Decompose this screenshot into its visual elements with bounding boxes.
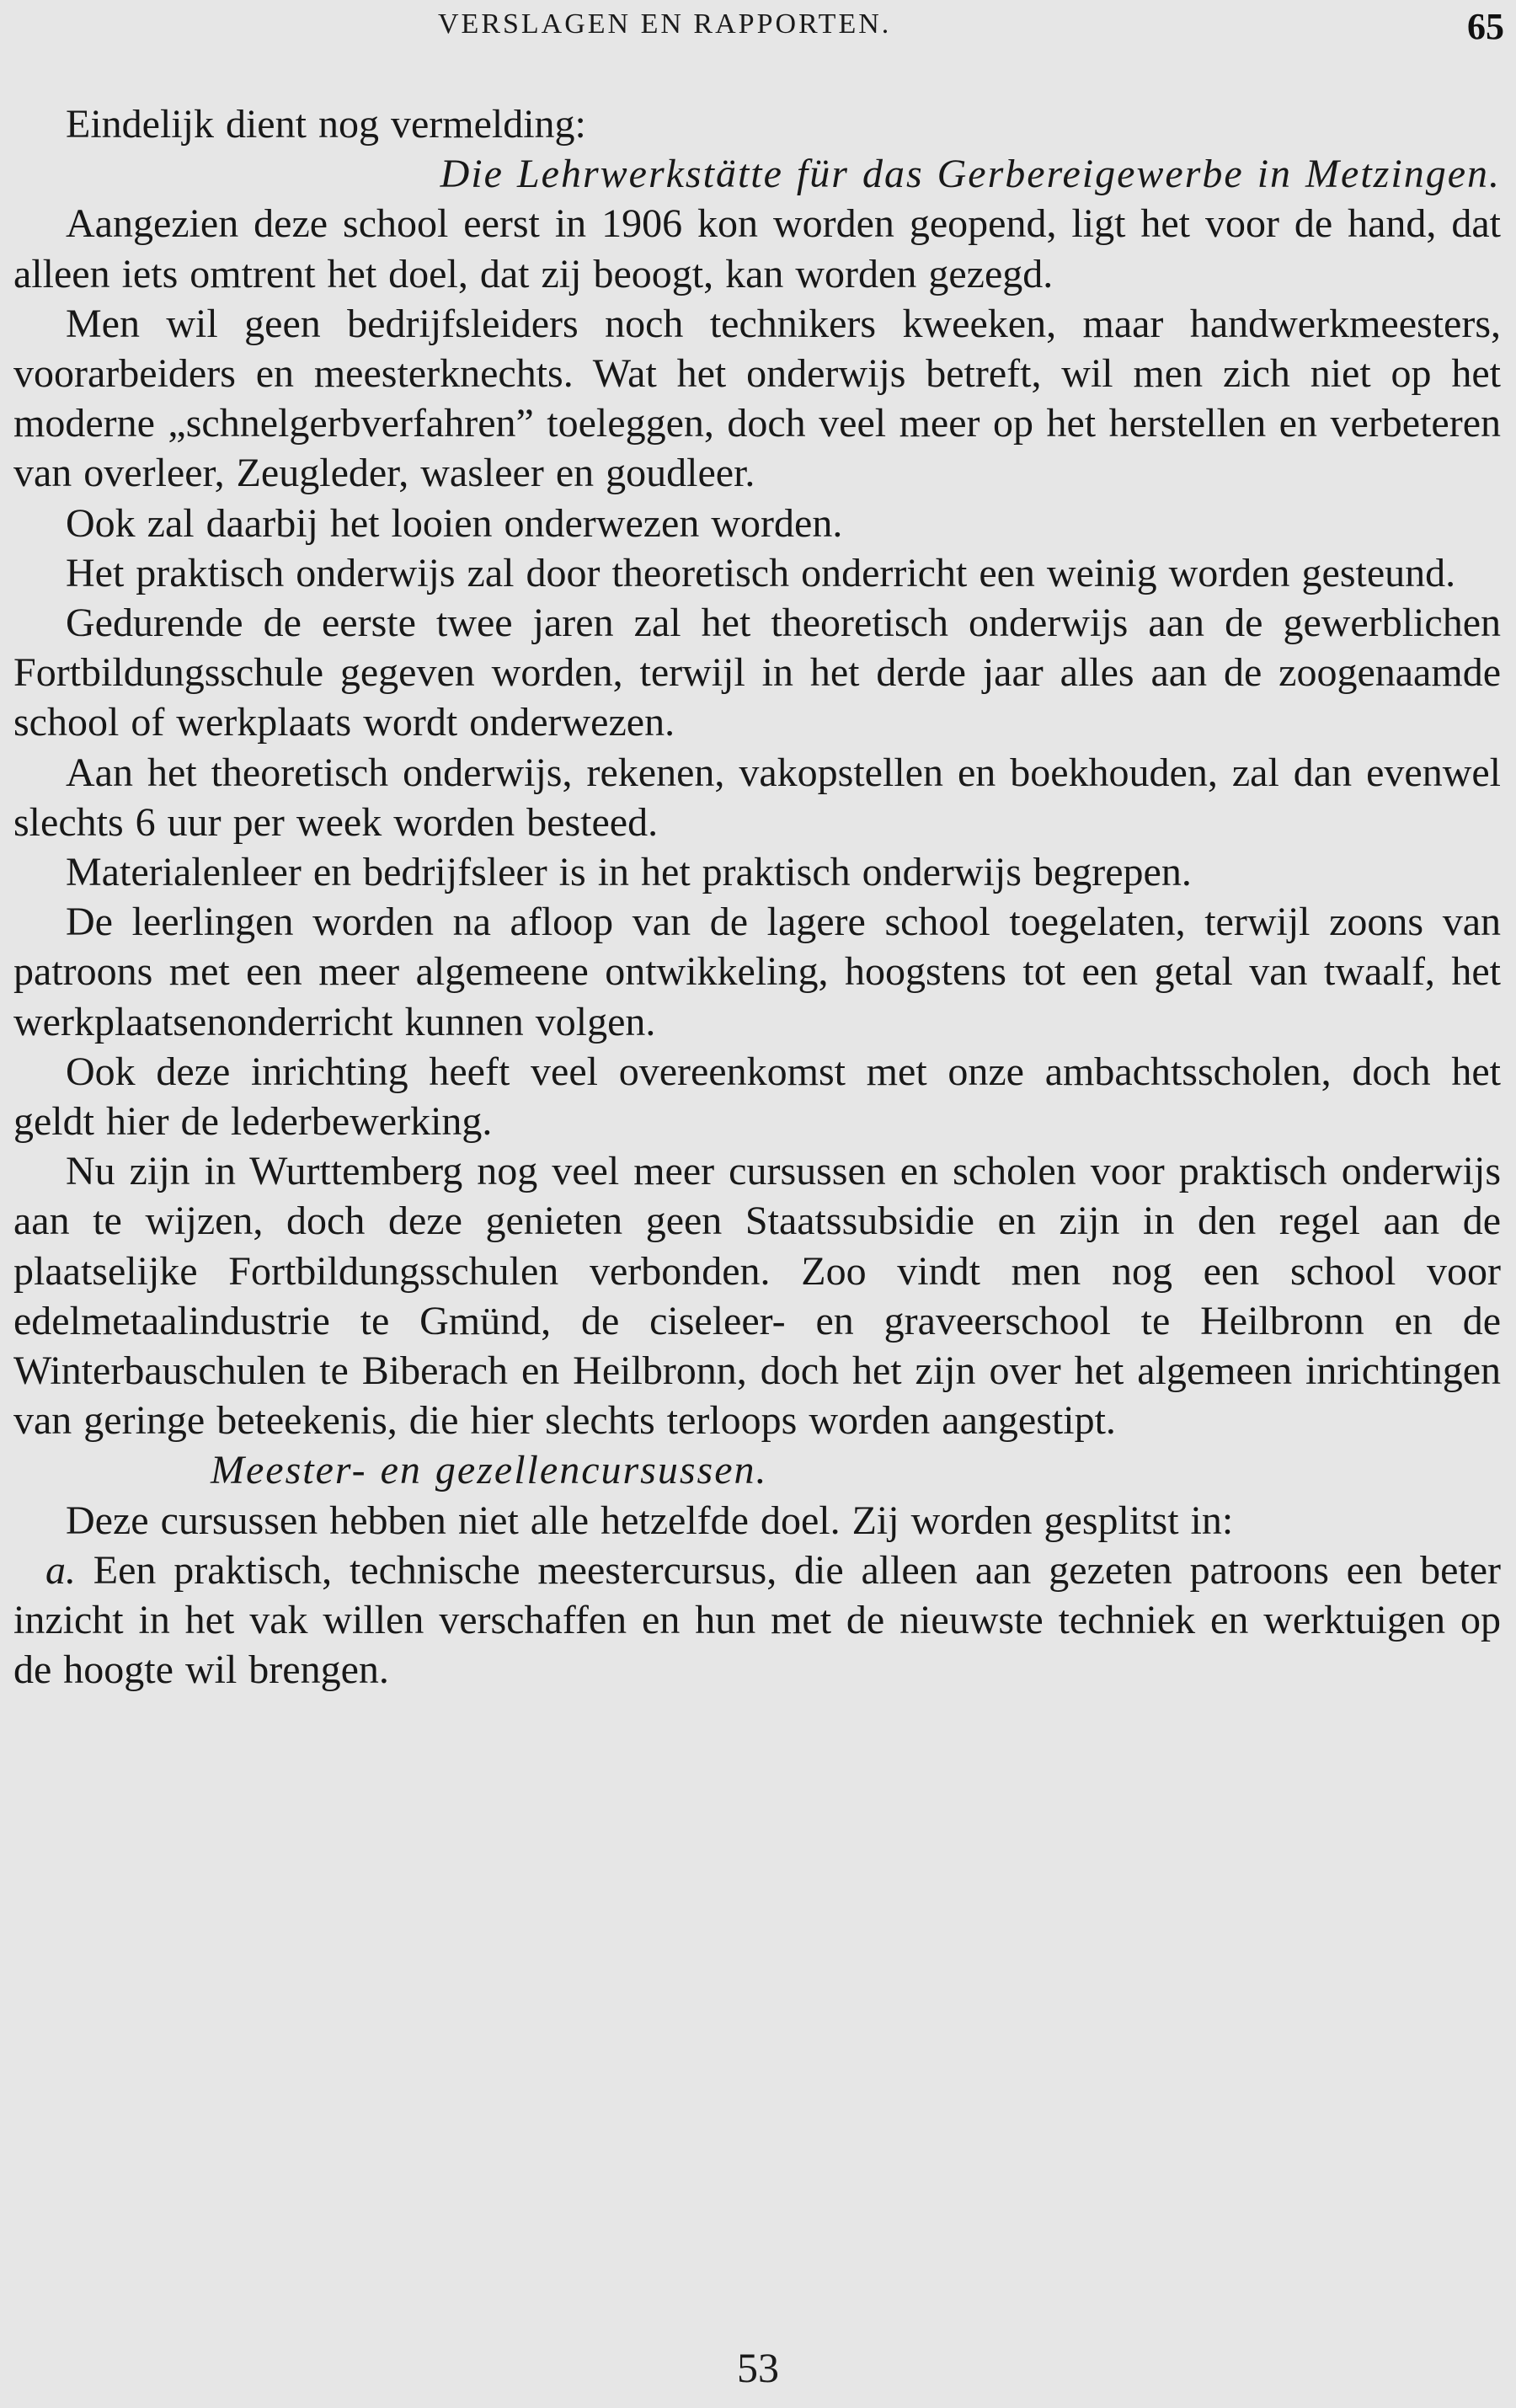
paragraph: Aan het theoretisch onderwijs, rekenen, vakopstellen en boekhouden, zal dan evenwel slechts 6 uur per week worden besteed.: [13, 750, 1501, 845]
paragraph: De leerlingen worden na afloop van de lagere school toegelaten, terwijl zoons van patroons met een meer algemeene ontwikkeling, hoogstens tot een getal van twaalf, het werkplaatsenonderricht kunnen volgen.: [13, 900, 1501, 1044]
list-item-letter: a.: [45, 1547, 76, 1593]
paragraph: Gedurende de eerste twee jaren zal het theoretisch onderwijs aan de gewerblichen Fortbildungsschule gegeven worden, terwijl in het derde jaar alles aan de zoogenaamde school of werkplaats wordt onderwezen.: [13, 601, 1501, 745]
folio-number: 53: [737, 2344, 779, 2391]
paragraph: Het praktisch onderwijs zal door theoretisch onderricht een weinig worden gesteund.: [66, 550, 1456, 595]
page-header: [0, 5, 1516, 47]
paragraph: Materialenleer en bedrijfsleer is in het praktisch onderwijs begrepen.: [66, 850, 1192, 895]
section-heading-meestercursussen: Meester- en gezellencursussen.: [211, 1448, 768, 1493]
body-text: [13, 99, 1501, 1695]
list-item-text: Een praktisch, technische meestercursus, die alleen aan gezeten patroons een beter inzicht in het vak willen verschaffen en hun met de nieuwste techniek en werktuigen op de hoogte wil brengen.: [13, 1547, 1501, 1693]
paragraph: Aangezien deze school eerst in 1906 kon worden geopend, ligt het voor de hand, dat alleen iets omtrent het doel, dat zij beoogt, kan worden gezegd.: [13, 201, 1501, 296]
paragraph: Men wil geen bedrijfsleiders noch technikers kweeken, maar handwerkmeesters, voorarbeiders en meesterknechts. Wat het onderwijs betreft, wil men zich niet op het moderne „schnelgerbverfahren” toeleggen, doch veel meer op het herstellen en verbeteren van overleer, Zeugleder, wasleer en goudleer.: [13, 301, 1501, 496]
paragraph: Ook deze inrichting heeft veel overeenkomst met onze ambachtsscholen, doch het geldt hier de lederbewerking.: [13, 1049, 1501, 1145]
paragraph: Nu zijn in Wurttemberg nog veel meer cursussen en scholen voor praktisch onderwijs aan te wijzen, doch deze genieten geen Staatssubsidie en zijn in den regel aan de plaatselijke Fortbildungsschulen verbonden. Zoo vindt men nog een school voor edelmetaalindustrie te Gmünd, de ciseleer- en graveerschool te Heilbronn en de Winterbauschulen te Biberach en Heilbronn, doch het zijn over het algemeen inrichtingen van geringe beteekenis, die hier slechts terloops worden aangestipt.: [13, 1149, 1501, 1444]
running-head: VERSLAGEN EN RAPPORTEN.: [438, 8, 892, 40]
paragraph: Deze cursussen hebben niet alle hetzelfde doel. Zij worden gesplitst in:: [66, 1498, 1234, 1543]
intro-line: Eindelijk dient nog vermelding:: [66, 102, 586, 147]
list-item-a: [13, 1546, 1501, 1695]
paragraph: Ook zal daarbij het looien onderwezen worden.: [66, 500, 843, 546]
section-heading-lehrwerkstatte: Die Lehrwerkstätte für das Gerbereigewerbe in Metzingen.: [440, 152, 1501, 197]
page-number: 65: [1467, 6, 1504, 47]
